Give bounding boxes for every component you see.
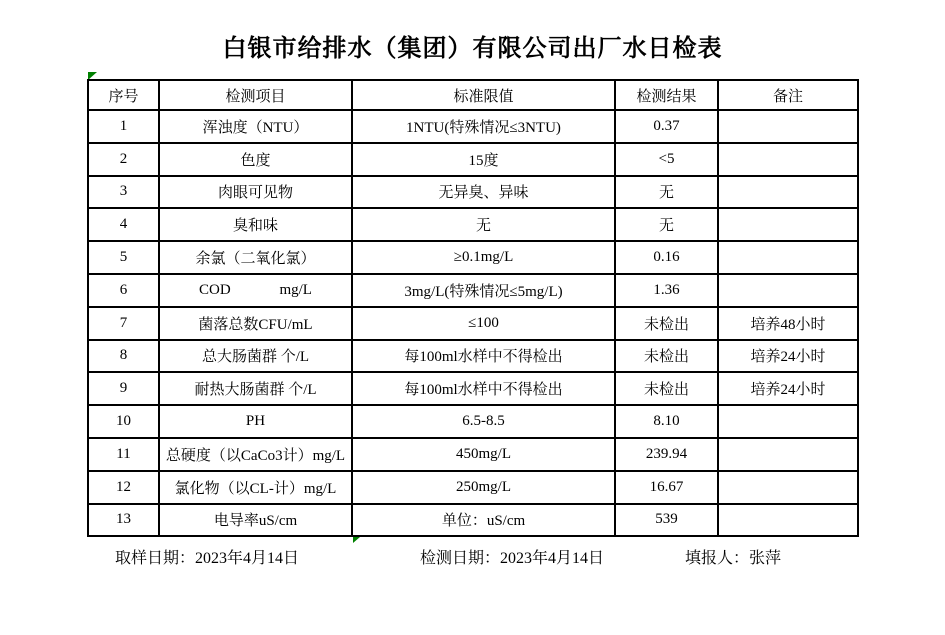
cell-result: 239.94 bbox=[615, 438, 718, 471]
cell-note bbox=[718, 274, 858, 307]
cell-result: 无 bbox=[615, 176, 718, 209]
table-row bbox=[88, 471, 858, 504]
cell-note: 培养24小时 bbox=[718, 340, 858, 373]
cell-no: 9 bbox=[88, 372, 159, 405]
cell-note bbox=[718, 176, 858, 209]
cell-result: <5 bbox=[615, 143, 718, 176]
table-row bbox=[88, 143, 858, 176]
cell-no: 11 bbox=[88, 438, 159, 471]
table-row bbox=[88, 176, 858, 209]
header-cell-item: 检测项目 bbox=[159, 80, 352, 110]
header-cell-result: 检测结果 bbox=[615, 80, 718, 110]
table-header bbox=[88, 80, 858, 110]
cell-result: 未检出 bbox=[615, 372, 718, 405]
cell-note bbox=[718, 405, 858, 438]
cell-item: 色度 bbox=[159, 143, 352, 176]
table-row bbox=[88, 274, 858, 307]
cell-item: 耐热大肠菌群 个/L bbox=[159, 372, 352, 405]
cell-result: 0.16 bbox=[615, 241, 718, 274]
cell-note: 培养48小时 bbox=[718, 307, 858, 340]
cell-no: 8 bbox=[88, 340, 159, 373]
cell-result: 1.36 bbox=[615, 274, 718, 307]
cell-no: 12 bbox=[88, 471, 159, 504]
cell-no: 2 bbox=[88, 143, 159, 176]
cell-standard: 450mg/L bbox=[352, 438, 615, 471]
table-row bbox=[88, 504, 858, 537]
cell-item: COD mg/L bbox=[159, 274, 352, 307]
green-corner-marker-bottom-icon bbox=[353, 537, 360, 543]
cell-no: 4 bbox=[88, 208, 159, 241]
cell-standard: ≤100 bbox=[352, 307, 615, 340]
cell-standard: ≥0.1mg/L bbox=[352, 241, 615, 274]
table-row bbox=[88, 110, 858, 143]
cell-note bbox=[718, 504, 858, 537]
table-row bbox=[88, 307, 858, 340]
cell-standard: 250mg/L bbox=[352, 471, 615, 504]
cell-standard: 每100ml水样中不得检出 bbox=[352, 372, 615, 405]
table-row bbox=[88, 438, 858, 471]
cell-standard: 6.5-8.5 bbox=[352, 405, 615, 438]
cell-note bbox=[718, 208, 858, 241]
cell-no: 1 bbox=[88, 110, 159, 143]
table-row bbox=[88, 405, 858, 438]
cell-result: 539 bbox=[615, 504, 718, 537]
cell-item: 总硬度（以CaCo3计）mg/L bbox=[159, 438, 352, 471]
footer bbox=[0, 545, 945, 567]
table-row bbox=[88, 372, 858, 405]
cell-result: 16.67 bbox=[615, 471, 718, 504]
header-cell-standard: 标准限值 bbox=[352, 80, 615, 110]
cell-no: 13 bbox=[88, 504, 159, 537]
table-row bbox=[88, 241, 858, 274]
cell-note bbox=[718, 241, 858, 274]
cell-note bbox=[718, 143, 858, 176]
header-cell-no: 序号 bbox=[88, 80, 159, 110]
cell-no: 10 bbox=[88, 405, 159, 438]
cell-standard: 15度 bbox=[352, 143, 615, 176]
cell-standard: 1NTU(特殊情况≤3NTU) bbox=[352, 110, 615, 143]
cell-item: 氯化物（以CL-计）mg/L bbox=[159, 471, 352, 504]
cell-item: PH bbox=[159, 405, 352, 438]
cell-item: 总大肠菌群 个/L bbox=[159, 340, 352, 373]
cell-item: 菌落总数CFU/mL bbox=[159, 307, 352, 340]
test-date-label: 检测日期：2023年4月14日 bbox=[420, 550, 605, 567]
reporter-label: 填报人：张萍 bbox=[685, 550, 782, 567]
cell-item: 浑浊度（NTU） bbox=[159, 110, 352, 143]
cell-note bbox=[718, 438, 858, 471]
cell-no: 6 bbox=[88, 274, 159, 307]
cell-standard: 3mg/L(特殊情况≤5mg/L) bbox=[352, 274, 615, 307]
table-body bbox=[88, 110, 858, 536]
cell-result: 未检出 bbox=[615, 340, 718, 373]
cell-item: 臭和味 bbox=[159, 208, 352, 241]
cell-result: 未检出 bbox=[615, 307, 718, 340]
cell-note bbox=[718, 471, 858, 504]
table-row bbox=[88, 340, 858, 373]
inspection-table bbox=[87, 79, 859, 537]
cell-item: 电导率uS/cm bbox=[159, 504, 352, 537]
table-row bbox=[88, 208, 858, 241]
cell-item: 余氯（二氧化氯） bbox=[159, 241, 352, 274]
cell-no: 3 bbox=[88, 176, 159, 209]
cell-note bbox=[718, 110, 858, 143]
cell-result: 无 bbox=[615, 208, 718, 241]
cell-no: 7 bbox=[88, 307, 159, 340]
cell-standard: 无 bbox=[352, 208, 615, 241]
cell-standard: 每100ml水样中不得检出 bbox=[352, 340, 615, 373]
cell-standard: 单位：uS/cm bbox=[352, 504, 615, 537]
cell-result: 0.37 bbox=[615, 110, 718, 143]
cell-note: 培养24小时 bbox=[718, 372, 858, 405]
cell-standard: 无异臭、异味 bbox=[352, 176, 615, 209]
cell-no: 5 bbox=[88, 241, 159, 274]
page-title: 白银市给排水（集团）有限公司出厂水日检表 bbox=[222, 36, 723, 62]
header-cell-note: 备注 bbox=[718, 80, 858, 110]
sampling-date-label: 取样日期：2023年4月14日 bbox=[115, 550, 300, 567]
header-row bbox=[88, 80, 858, 110]
cell-result: 8.10 bbox=[615, 405, 718, 438]
cell-item: 肉眼可见物 bbox=[159, 176, 352, 209]
